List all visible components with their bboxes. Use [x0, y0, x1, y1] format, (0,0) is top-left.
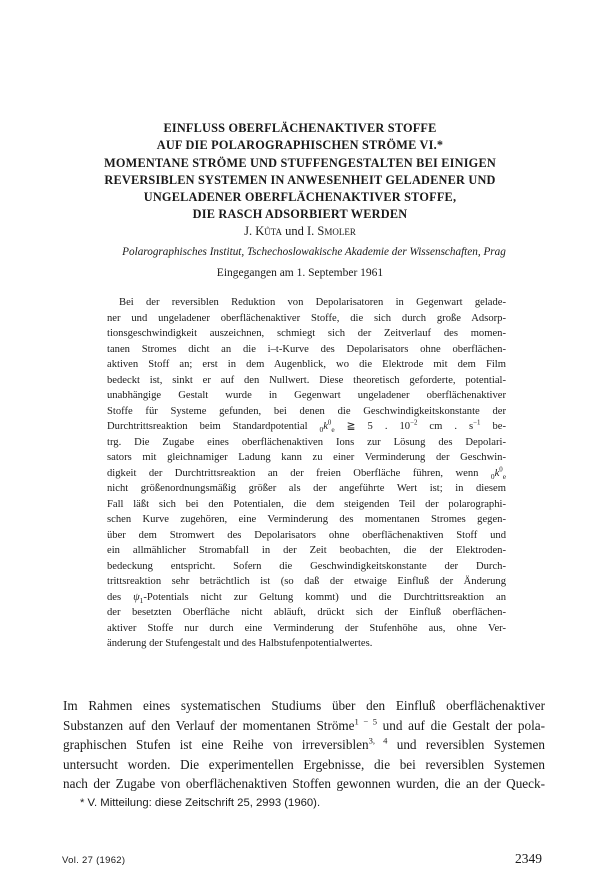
rate-prefix: 0 — [319, 425, 324, 435]
author-name: I. Smoler — [307, 224, 356, 238]
title-line: AUF DIE POLAROGRAPHISCHEN STRÖME VI.* — [156, 138, 444, 153]
rate-sup: 0 — [499, 465, 503, 473]
abstract-line — [107, 419, 506, 435]
abstract-line: tanen Stromes dicht an die i–t-Kurve des Depolarisators ohne oberflächen- — [107, 343, 506, 355]
body-line: untersucht worden. Die experimentellen Ergebnisse, die bei reversiblen Systemen — [63, 756, 545, 772]
rate-units: cm . s — [417, 421, 474, 432]
abstract-line: tionsgeschwindigkeit auszeichnen, schmiegt sich der Zeitverlauf des momen- — [107, 328, 506, 339]
abstract-line: Bei der reversiblen Reduktion von Depolarisatoren in Gegenwart gelade- — [119, 297, 506, 308]
rate-prefix: 0 — [490, 471, 495, 481]
author-name: J. Kůta — [244, 224, 283, 238]
rate-sup: 0 — [327, 419, 332, 427]
abstract-text: Durchtrittsreaktion beim Standardpotential — [107, 421, 308, 432]
abstract-line: ein allmählicher Stromabfall in der Zeit beobachten, die der Elektroden- — [107, 545, 506, 556]
abstract-line: Stoffe für Systeme gefunden, bei denen die Geschwindigkeitskonstante der — [107, 405, 506, 417]
body-text — [63, 696, 545, 794]
author-line — [0, 224, 600, 239]
abstract-line: aktiver Stoffe nur durch eine Verminderung der Stufenhöhe aus, ohne Ver- — [107, 622, 506, 634]
body-line — [63, 735, 545, 755]
received-date: Eingegangen am 1. September 1961 — [216, 267, 384, 279]
rate-exponent: −2 — [410, 419, 418, 427]
abstract-line: ner und ungeladener oberflächenaktiver Stoffe, die sich durch große Adsorp- — [107, 312, 506, 324]
title-line: EINFLUSS OBERFLÄCHENAKTIVER STOFFE — [163, 121, 437, 135]
reference-marker: 3, 4 — [368, 735, 388, 746]
title-line: REVERSIBLEN SYSTEMEN IN ANWESENHEIT GELADENER UND — [104, 172, 496, 187]
abstract-text: -Potentials nicht zur Geltung kommt) und die Durchtrittsreaktion an — [143, 591, 506, 603]
abstract-line: nicht größenordnungsmäßig größer als der angeführte Wert ist; in diesem — [107, 483, 506, 494]
body-text-run: Substanzen auf den Verlauf der momentanen Ströme — [63, 717, 355, 733]
footnote: * V. Mitteilung: diese Zeitschrift 25, 2993 (1960). — [80, 797, 321, 809]
page-number: 2349 — [515, 851, 542, 866]
abstract-line: trittsreaktion sehr beträchtlich ist (so daß der etwaige Einfluß der Änderung — [107, 576, 506, 587]
abstract-line: unabhängige Gestalt wurde in Gegenwart ungeladener oberflächenaktiver — [107, 390, 506, 401]
author-connector: und — [282, 224, 308, 238]
rate-constant-symbol: k — [323, 421, 328, 432]
body-line — [63, 716, 545, 736]
body-line: nach der Zugabe von oberflächenaktiven Stoffen gewonnen wurden, die an der Queck- — [63, 776, 545, 792]
abstract-line: bedeckung entspricht. Sofern die Geschwindigkeitskonstante der Durch- — [107, 560, 506, 572]
rate-sub: e — [502, 471, 506, 481]
abstract-line — [107, 590, 506, 606]
abstract-text: des — [107, 591, 122, 603]
body-text-run: und auf die Gestalt der pola- — [376, 717, 545, 733]
reference-marker: 1 − 5 — [354, 716, 377, 727]
affiliation: Polarographisches Institut, Tschechoslowakische Akademie der Wissenschaften, Prag — [122, 246, 506, 258]
body-text-run: graphischen Stufen ist eine Reihe von irreversiblen — [63, 737, 369, 753]
abstract-line: schen Kurve zugehören, eine Verminderung des momentanen Stromes gegen- — [107, 514, 506, 525]
title-line: UNGELADENER OBERFLÄCHENAKTIVER STOFFE, — [143, 190, 457, 205]
psi-sub: 1 — [139, 595, 144, 605]
abstract — [107, 295, 506, 652]
rate-value: ≧ 5 . 10 — [334, 421, 411, 432]
abstract-line: sators mit gleichnamiger Ladung kann zu einer Verminderung der Geschwin- — [107, 452, 506, 463]
rate-sub: e — [331, 425, 335, 435]
abstract-line: trg. Die Zugabe eines oberflächenaktiven Ions zur Lösung des Depolari- — [107, 436, 506, 448]
abstract-line: der besetzten Oberfläche nicht abläuft, drückt sich der Einfluß oberflächen- — [107, 607, 506, 618]
body-line: Im Rahmen eines systematischen Studiums über den Einfluß oberflächenaktiver — [63, 698, 545, 713]
abstract-text: digkeit der Durchtrittsreaktion an der freien Oberfläche führen, wenn — [107, 467, 479, 479]
abstract-line — [107, 466, 506, 482]
abstract-line: aktiven Stoff an; erst in dem Augenblick, wo die Elektrode mit dem Film — [107, 359, 506, 370]
rate-units-exponent: −1 — [473, 419, 481, 427]
title-line: MOMENTANE STRÖME UND STUFFENGESTALTEN BEI EINIGEN — [104, 155, 496, 170]
psi-symbol: ψ — [133, 591, 140, 603]
abstract-line: änderung der Stufengestalt und des Halbstufenpotentialwertes. — [107, 638, 373, 649]
rate-trail: be- — [480, 421, 506, 432]
body-text-run: und reversiblen Systemen — [387, 737, 545, 753]
abstract-line: Fall läßt sich bei den Potentialen, die dem steigenden Teil der polarographi- — [107, 498, 506, 510]
abstract-line: bedeckt ist, sinkt er auf den Nullwert. Diese theoretisch geforderte, potential- — [107, 374, 506, 386]
article-title — [40, 120, 560, 224]
rate-constant-symbol: k — [494, 467, 500, 479]
journal-volume: Vol. 27 (1962) — [62, 855, 126, 866]
abstract-line: über dem Stromwert des Depolarisators ohne oberflächenaktiven Stoff und — [107, 529, 506, 541]
title-line: DIE RASCH ADSORBIERT WERDEN — [192, 207, 408, 222]
